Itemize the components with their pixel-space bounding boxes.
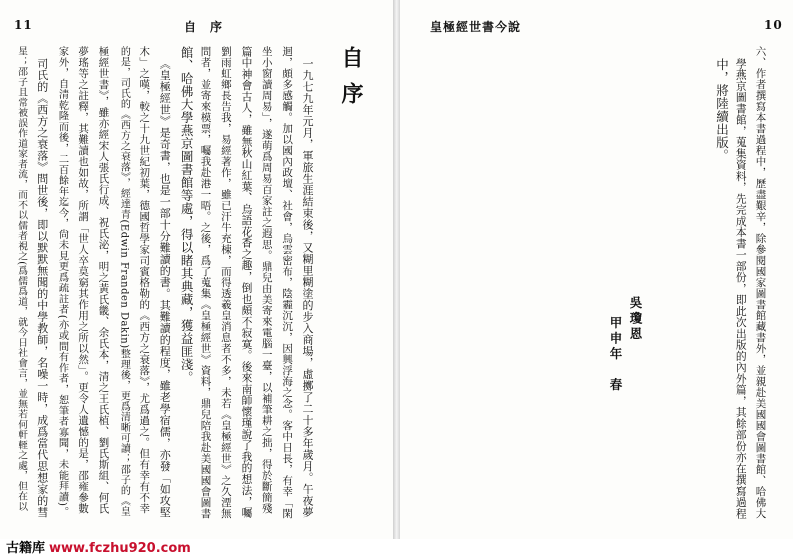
text-column: 迴，頗多感觸。加以國內政壇、社會，烏雲密布，陰霾沉沉，因興浮海之念。客中日長，有幸「閑 bbox=[281, 46, 294, 519]
section-title: 自序 bbox=[338, 46, 364, 118]
right-page bbox=[400, 0, 793, 557]
right-page-number: 10 bbox=[764, 18, 783, 32]
text-column: 六、作者撰寫本書過程中，歷盡艱辛，除參閱國家圖書館藏書外，並親赴美國國會圖書館、哈佛大 bbox=[754, 46, 767, 519]
text-column: 學燕京圖書館，蒐集資料，先完成本書一部份，即此次出版的內外篇，其餘部份亦在撰寫過程 bbox=[734, 58, 748, 520]
watermark-url: www.fczhu920.com bbox=[49, 541, 191, 556]
left-page bbox=[0, 0, 394, 557]
text-column: 夢瑤等之註釋，其難讀也如故，所謂「世人卒莫窮其作用之所以然」。更令人遺憾的是，邵雍參數 bbox=[77, 46, 90, 514]
left-header-title: 自序 bbox=[184, 20, 237, 34]
text-column: 星；邵子且常被誤作道家者流，而不以儒者視之(爲儒爲道，就今日社會言，並無若何軒輊之處，但在以 bbox=[16, 46, 28, 512]
text-column: 問者，並寄來模票，囑我赴港一晤。之後，爲了蒐集《皇極經世》資料，鼎兒陪我赴美國國會圖書 bbox=[199, 46, 212, 519]
author-signature: 吳瓊恩 bbox=[628, 296, 643, 343]
text-column: 劉雨虹鄉長告我，易經著作，雖已汗牛充棟，而得透羲皇消息者不多，未若《皇極經世》之久湮無 bbox=[219, 46, 232, 519]
text-column: 《皇極經世》是奇書，也是一部十分難讀的書。其難讀的程度，雖老學宿儒，亦發「如攻堅 bbox=[158, 58, 172, 518]
text-column: 館、哈佛大學燕京圖書館等處，得以睹其典藏，獲益匪淺。 bbox=[179, 46, 195, 384]
watermark-brand: 古籍库 bbox=[6, 541, 46, 556]
text-column: 家外，自清乾隆而後，二百餘年迄今，尙未見更爲疏註者(亦或間有作者，恕筆者寡聞，未能拜讀)。 bbox=[56, 46, 69, 518]
watermark bbox=[6, 537, 191, 556]
text-column: 中，將陸續出版。 bbox=[714, 58, 730, 162]
book-gutter bbox=[393, 0, 400, 557]
right-header-title: 皇極經世書今說 bbox=[430, 20, 522, 34]
watermark-bar bbox=[0, 539, 793, 557]
text-column: 木」之嘆，較之十九世紀初葉，德國哲學家司賓格勒的《西方之衰落》，尤爲過之。但有幸有不幸 bbox=[138, 46, 151, 514]
text-column: 一九七九年元月，軍旅生涯結束後，又糊里糊塗的步入商場，虛擲了二十多年歲月。午夜夢 bbox=[301, 58, 314, 518]
text-column: 篇中神會古人，雖無秋山紅葉、烏語花香之趣，倒也頗不寂寞。後來南師懷瑾說了我的想法，囑 bbox=[240, 46, 254, 519]
signature-date: 甲申年 春 bbox=[608, 316, 623, 394]
text-column: 極經世書》，雖亦經宋人張氏行成、祝氏泌，明之黃氏畿、余氏本，清之王氏植、劉氏斯組、何氏 bbox=[97, 46, 110, 514]
text-column: 司氏的《西方之衰落》問世後，即以默默無聞的中學教師，名噪一時，成爲當代思想家的彗 bbox=[35, 58, 49, 518]
left-page-number: 11 bbox=[14, 18, 33, 32]
text-column: 的是，司氏的《西方之衰落》，經達青(Edwin Franden Dakin)整理後，更爲清晰可讀；邵子的《皇 bbox=[118, 46, 130, 517]
text-column: 坐小窗讀周易」，遂萌爲周易百家註之遐思。鼎兒由美寄來電腦一臺，以補筆耕之拙，得於斷簡殘 bbox=[260, 46, 273, 514]
